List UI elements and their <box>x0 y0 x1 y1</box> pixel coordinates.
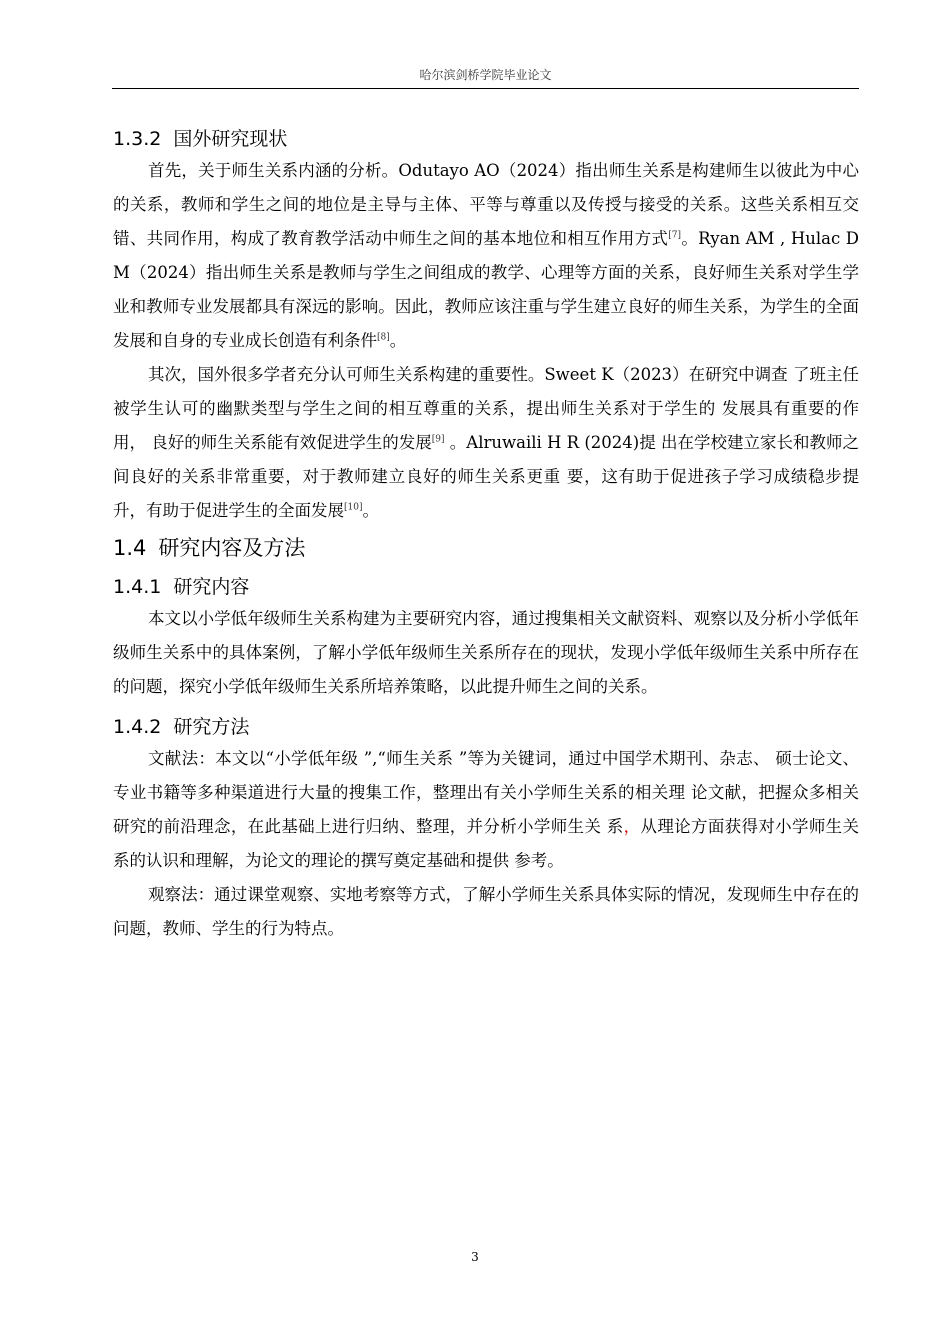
paragraph-literature-method <box>113 742 859 878</box>
heading-text: 研究内容 <box>173 576 250 598</box>
paragraph-text: 。Ryan AM , Hulac D M（2024）指出师生关系是教师与学生之间组成的教学、心理等方面的关系，良好师生关系对学生学业和教师专业发展都具有深远的影响。因此，教师应该注重与学生建立良好的师生关系，为学生的全面发展和自身的专业成长创造有利条件 <box>113 229 860 350</box>
paragraph-text: 。 <box>389 331 407 350</box>
paragraph-observation-method: 观察法：通过课堂观察、实地考察等方式，了解小学师生关系具体实际的情况，发现师生中存在的问题，教师、学生的行为特点。 <box>113 885 859 938</box>
red-comma: ， <box>623 817 641 836</box>
citation-8: [8] <box>377 332 390 343</box>
page-content <box>113 124 859 946</box>
heading-number: 1.4 <box>113 536 147 560</box>
heading-1-3-2 <box>113 124 859 154</box>
heading-text: 国外研究现状 <box>173 128 288 150</box>
paragraph-text: 。 <box>362 501 379 520</box>
heading-1-4-2 <box>113 712 859 742</box>
citation-7: [7] <box>668 230 681 241</box>
citation-10: [10] <box>344 502 363 513</box>
heading-1-4-1 <box>113 572 859 602</box>
header-rule <box>112 88 859 89</box>
paragraph-text: 其次，国外很多学者充分认可师生关系构建的重要性。Sweet K（2023）在研究中调查 了班主任被学生认可的幽默类型与学生之间的相互尊重的关系，提出师生关系对于学生的 发展具有重要的作用， 良好的师生关系能有效促进学生的发展 <box>113 365 859 452</box>
paragraph-1-4-1: 本文以小学低年级师生关系构建为主要研究内容，通过搜集相关文献资料、观察以及分析小学低年级师生关系中的具体案例，了解小学低年级师生关系所存在的现状，发现小学低年级师生关系中所存在的问题，探究小学低年级师生关系所培养策略，以此提升师生之间的关系。 <box>113 609 859 696</box>
paragraph-text: 文献法：本文以“小学低年级 ”,“师生关系 ”等为关键词，通过中国学术期刊、杂志、 硕士论文、专业书籍等多种渠道进行大量的搜集工作，整理出有关小学师生关系的相关理 论文献，把握众多相关研究的前沿理念，在此基础上进行归纳、整理，并分析小学师生关 系 <box>113 749 859 836</box>
page-number: 3 <box>471 1250 479 1264</box>
heading-text: 研究方法 <box>173 716 250 738</box>
paragraph-text: 从理论方面获得对小学师生关系的认识和理解，为论文的理论的撰写奠定基础和提供 参考。 <box>113 817 860 870</box>
heading-number: 1.3.2 <box>113 128 162 150</box>
page-header-title: 哈尔滨剑桥学院毕业论文 <box>419 68 552 82</box>
heading-number: 1.4.1 <box>113 576 162 598</box>
heading-text: 研究内容及方法 <box>158 536 306 560</box>
heading-number: 1.4.2 <box>113 716 162 738</box>
paragraph-text: 首先，关于师生关系内涵的分析。Odutayo AO（2024）指出师生关系是构建师生以彼此为中心的关系，教师和学生之间的地位是主导与主体、平等与尊重以及传授与接受的关系。这些关系相互交错、共同作用，构成了教育教学活动中师生之间的基本地位和相互作用方式 <box>113 161 859 248</box>
paragraph-1-3-2-second <box>113 358 859 528</box>
citation-9: [9] <box>431 434 445 445</box>
heading-1-4 <box>113 532 859 564</box>
paragraph-1-3-2-first <box>113 154 859 358</box>
paragraph-text: 。Alruwaili H R (2024)提 出在学校建立家长和教师之间良好的关系非常重要，对于教师建立良好的师生关系更重 要，这有助于促进孩子学习成绩稳步提升，有助于促进学生的全面发展 <box>113 433 859 520</box>
